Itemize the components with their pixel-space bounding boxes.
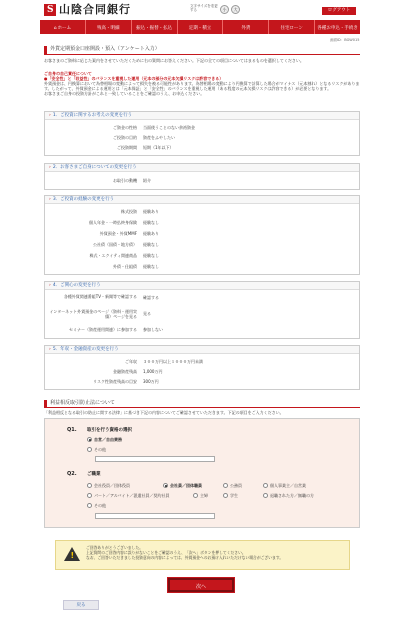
section-header[interactable]	[45, 196, 359, 204]
section-header[interactable]	[45, 282, 359, 290]
row-label: 公社債（国債・地方債）	[93, 242, 137, 247]
row-value: 経験なし	[143, 242, 159, 247]
row-value: 経験あり	[143, 231, 159, 236]
risk-note	[44, 71, 360, 96]
next-button[interactable]: 次へ	[168, 578, 234, 592]
row-value: 経験あり	[143, 209, 159, 214]
fontsize-label: 文字サイズを変更する	[190, 4, 218, 12]
option-label: 自営／自由業務	[94, 437, 122, 442]
intro-text: お客さまのご資料に応じた案内をさせていただくために右の質問にお答えください。下記の全ての項目についてはまるものを選択してください。	[44, 58, 304, 63]
arrow-icon: ›	[49, 347, 51, 352]
radio-button[interactable]	[87, 437, 92, 442]
option-label: 退職された方／無職の方	[270, 493, 314, 498]
row-label: 外債・仕組債	[113, 264, 137, 269]
bank-logo[interactable]	[44, 4, 56, 16]
logout-button[interactable]: ログアウト	[322, 7, 356, 15]
confirmation-notice	[55, 540, 350, 570]
row-label: 外貨預金・外貨MMF	[99, 231, 137, 236]
q1-label: 取引を行う資格の選択	[87, 427, 132, 433]
option-label: 会社役員／団体役員	[94, 483, 130, 488]
arrow-icon: ›	[49, 113, 51, 118]
radio-button[interactable]	[87, 447, 92, 452]
section-title-link[interactable]: 5．年収・金融資産の変更を行う	[52, 347, 119, 352]
row-label: リスク性資産残高の目安	[93, 379, 137, 384]
nav-loan[interactable]: 住宅ローン	[269, 20, 315, 34]
row-label: 株式投資	[121, 209, 137, 214]
section-experience	[44, 195, 360, 275]
nav-procedures[interactable]: 各種お申込・手続き	[317, 25, 358, 31]
row-label: 株式・エクイティ関連商品	[89, 253, 137, 258]
section-title-link[interactable]: 1．ご投資に関するお考えの変更を行う	[52, 113, 133, 118]
row-value: 資産をふやしたい	[143, 135, 175, 140]
option-label: その他	[94, 503, 106, 508]
row-value: 参加しない	[143, 327, 163, 332]
option-label: 個人事業主／自営業	[270, 483, 306, 488]
row-value: 当面使うことのない余裕資金	[143, 125, 195, 130]
row-label: お取引の動機	[113, 178, 137, 183]
q2-other-input[interactable]	[95, 513, 215, 519]
radio-button[interactable]	[87, 483, 92, 488]
option-label: 会社員／団体職員	[170, 483, 202, 488]
radio-button[interactable]	[263, 493, 268, 498]
q1-number: Q1.	[67, 427, 77, 433]
header	[0, 0, 400, 20]
section-title-link[interactable]: 4．ご関心の変更を行う	[52, 283, 101, 288]
section-title-link[interactable]: 3．ご投資の経験の変更を行う	[52, 197, 115, 202]
section-header[interactable]	[45, 112, 359, 120]
row-label: ご年収	[125, 359, 137, 364]
nav-transfer[interactable]: 振込・振替・払込	[132, 20, 178, 34]
row-label: セミナー（資産運用関連）に参加する	[69, 327, 137, 332]
option-label: 主婦	[200, 493, 208, 498]
nav-foreign[interactable]: 外貨	[223, 20, 269, 34]
radio-button[interactable]	[87, 493, 92, 498]
notice-line3: なお、ご回答いただきました投資意向の内容によっては、外貨預金へのお預け入れいただけない場合がございます。	[86, 554, 284, 560]
screen-id: 画面ID：BGW015	[330, 38, 360, 42]
row-value: 経験なし	[143, 253, 159, 258]
row-label: ご投資期間	[117, 145, 137, 150]
page-title: 外貨定期預金口座開設・預入（アンケート入力）	[44, 46, 360, 55]
nav-home-label: ホーム	[57, 25, 72, 31]
nav-balance[interactable]: 残高・明細	[86, 20, 132, 34]
option-label: 公務員	[230, 483, 242, 488]
row-value: 経験なし	[143, 264, 159, 269]
q1-option-0[interactable]	[87, 437, 122, 442]
row-value: 見る	[143, 311, 151, 316]
fontsize-large-button[interactable]: 大	[231, 5, 240, 14]
row-value: 短期（1年以下）	[143, 145, 174, 150]
nav-deposit[interactable]: 定期・積立	[178, 20, 224, 34]
section-income-assets	[44, 345, 360, 390]
section-header[interactable]	[45, 346, 359, 354]
q2-option-5[interactable]	[193, 493, 208, 498]
risk-note-line2: 外貨預金は、円換算において為替相場の変動によって損失を被る可能性があります。為替相場の変動により円換算で計算した場合がマイナス（元本割れ）となるリスクがあります。したがって、外貨預金による運用とは「元本保証」と「安全性」のバランスを重視した運用（ある程度の元本欠損リスクは許容できる）が必要となります。	[44, 81, 360, 91]
arrow-icon: ›	[49, 165, 51, 170]
row-value: 経験なし	[143, 220, 159, 225]
nav-home[interactable]	[40, 20, 86, 34]
question-box	[44, 418, 360, 528]
main-nav	[40, 20, 360, 34]
q1-other-input[interactable]	[95, 456, 215, 462]
q2-option-1[interactable]	[163, 483, 202, 488]
radio-button[interactable]	[223, 483, 228, 488]
row-value: 1,000万円	[143, 369, 163, 374]
q2-option-7[interactable]	[263, 493, 314, 498]
arrow-icon: ›	[49, 283, 51, 288]
row-value: 紹介	[143, 178, 151, 183]
q2-option-6[interactable]	[223, 493, 238, 498]
risk-note-line3: お客さまご自身の投資方針がこれと一致していることをご確認のうえ、お申込ください。	[44, 91, 205, 96]
option-label: その他	[94, 447, 106, 452]
conflict-text: 「利益相反となる取引の防止に関する法律」に基づき下記の内容についてご確認させていただきます。下記の項目をご入力ください。	[44, 410, 284, 415]
q2-number: Q2.	[67, 471, 77, 477]
q1-option-1[interactable]	[87, 447, 106, 452]
row-label: 各種外貨関連番組TV・新聞等で確認する	[63, 294, 137, 299]
radio-button[interactable]	[223, 493, 228, 498]
notice-text	[86, 546, 346, 561]
section-customer-info	[44, 163, 360, 190]
option-label: 学生	[230, 493, 238, 498]
row-value: 確認する	[143, 295, 159, 300]
row-label: ご投資の目的	[113, 135, 137, 140]
row-value: 300万円	[143, 379, 159, 384]
row-label: 金融資産残高	[113, 369, 137, 374]
radio-button[interactable]	[263, 483, 268, 488]
logo-glyph: S	[47, 5, 54, 15]
section-interests	[44, 281, 360, 339]
option-label: パート／アルバイト／派遣社員／契約社員	[94, 493, 170, 498]
fontsize-small-button[interactable]: 小	[220, 5, 229, 14]
q2-option-2[interactable]	[223, 483, 242, 488]
row-value: ３００万円以上１０００万円未満	[143, 359, 203, 364]
bank-name[interactable]: 山陰合同銀行	[59, 3, 131, 16]
q2-option-0[interactable]	[87, 483, 130, 488]
home-icon: ⌂	[53, 25, 57, 31]
q2-option-3[interactable]	[263, 483, 306, 488]
row-label: 個人年金・一時払終身保険	[89, 220, 137, 225]
radio-button[interactable]	[163, 483, 168, 488]
row-label: インターネット外貨預金のページ（資料・運用実績）ページを見る	[49, 309, 137, 320]
risk-note-line1: ●「安全性」と「収益性」のバランスを重視した運用（元本の部分の元本欠損リスクは許容できる）	[44, 76, 224, 81]
radio-button[interactable]	[193, 493, 198, 498]
q2-option-8[interactable]	[87, 503, 106, 508]
warning-mark: !	[70, 551, 75, 560]
radio-button[interactable]	[87, 503, 92, 508]
back-button[interactable]: 戻る	[63, 600, 99, 610]
q2-label: ご職業	[87, 471, 101, 477]
risk-note-title: ご自身の自己責任について	[44, 71, 92, 76]
q2-option-4[interactable]	[87, 493, 170, 498]
conflict-title: 利益相反取引防止法について	[44, 400, 360, 408]
notice-line1: ご回答ありがとうございました。	[86, 545, 143, 550]
notice-line2: 上記質問のご回答内容に誤りがないことをご確認のうえ、「次へ」ボタンを押してください。	[86, 549, 246, 555]
section-header[interactable]	[45, 164, 359, 172]
section-investment-thoughts	[44, 111, 360, 156]
row-label: ご資金の性格	[113, 125, 137, 130]
arrow-icon: ›	[49, 197, 51, 202]
section-title-link[interactable]: 2．お客さまご自身についての変更を行う	[52, 165, 137, 170]
